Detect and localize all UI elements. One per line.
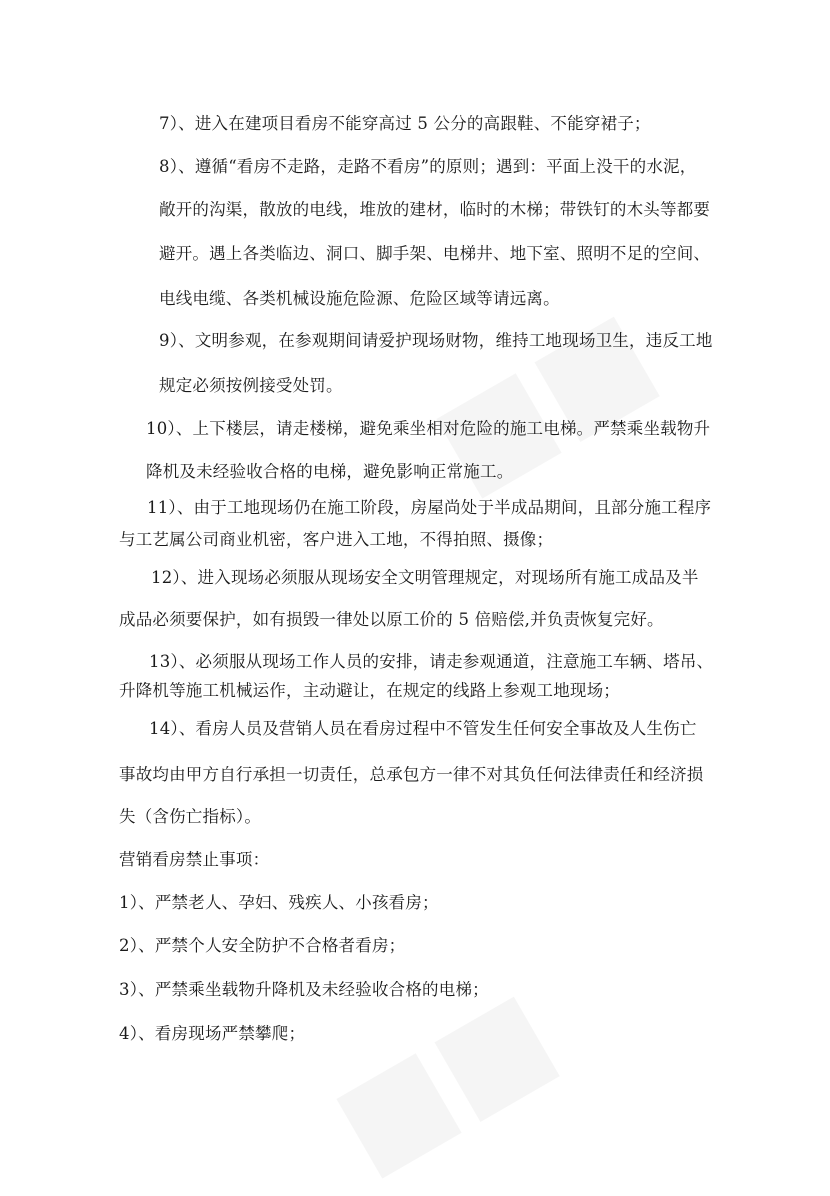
paragraph-line: 规定必须按例接受处罚。 [159, 376, 343, 395]
paragraph-line: 敞开的沟渠，散放的电线，堆放的建材，临时的木梯；带铁钉的木头等都要 [159, 200, 711, 219]
paragraph-line: 降机及未经验收合格的电梯，避免影响正常施工。 [146, 462, 514, 481]
paragraph-line: 避开。遇上各类临边、洞口、脚手架、电梯井、地下室、照明不足的空间、 [159, 244, 711, 263]
list-item: 2）、严禁个人安全防护不合格者看房； [119, 936, 406, 955]
list-item: 1）、严禁老人、孕妇、残疾人、小孩看房； [119, 893, 439, 912]
paragraph-line: 9）、文明参观，在参观期间请爱护现场财物，维持工地现场卫生，违反工地 [159, 331, 713, 350]
paragraph-line: 14）、看房人员及营销人员在看房过程中不管发生任何安全事故及人生伤亡 [149, 719, 697, 738]
paragraph-line: 11）、由于工地现场仍在施工阶段，房屋尚处于半成品期间，且部分施工程序 [147, 498, 712, 517]
paragraph-line: 7）、进入在建项目看房不能穿高过 5 公分的高跟鞋、不能穿裙子； [159, 114, 651, 133]
section-heading: 营销看房禁止事项： [119, 850, 270, 869]
paragraph-line: 12）、进入现场必须服从现场安全文明管理规定，对现场所有施工成品及半 [151, 568, 699, 587]
list-item: 4）、看房现场严禁攀爬； [119, 1024, 306, 1043]
list-item: 3）、严禁乘坐载物升降机及未经验收合格的电梯； [119, 980, 489, 999]
paragraph-line: 电线电缆、各类机械设施危险源、危险区域等请远离。 [159, 289, 560, 308]
paragraph-line: 13）、必须服从现场工作人员的安排，请走参观通道，注意施工车辆、塔吊、 [149, 652, 714, 671]
paragraph-line: 8）、遵循“看房不走路，走路不看房”的原则；遇到：平面上没干的水泥， [159, 157, 697, 176]
paragraph-line: 失（含伤亡指标）。 [119, 807, 262, 826]
paragraph-line: 与工艺属公司商业机密，客户进入工地，不得拍照、摄像； [119, 530, 554, 549]
paragraph-line: 升降机等施工机械运作，主动避让，在规定的线路上参观工地现场； [119, 681, 620, 700]
paragraph-line: 10）、上下楼层，请走楼梯，避免乘坐相对危险的施工电梯。严禁乘坐载物升 [146, 419, 711, 438]
paragraph-line: 成品必须要保护，如有损毁一律处以原工价的 5 倍赔偿,并负责恢复完好。 [119, 610, 664, 629]
paragraph-line: 事故均由甲方自行承担一切责任，总承包方一律不对其负任何法律责任和经济损 [119, 765, 704, 784]
